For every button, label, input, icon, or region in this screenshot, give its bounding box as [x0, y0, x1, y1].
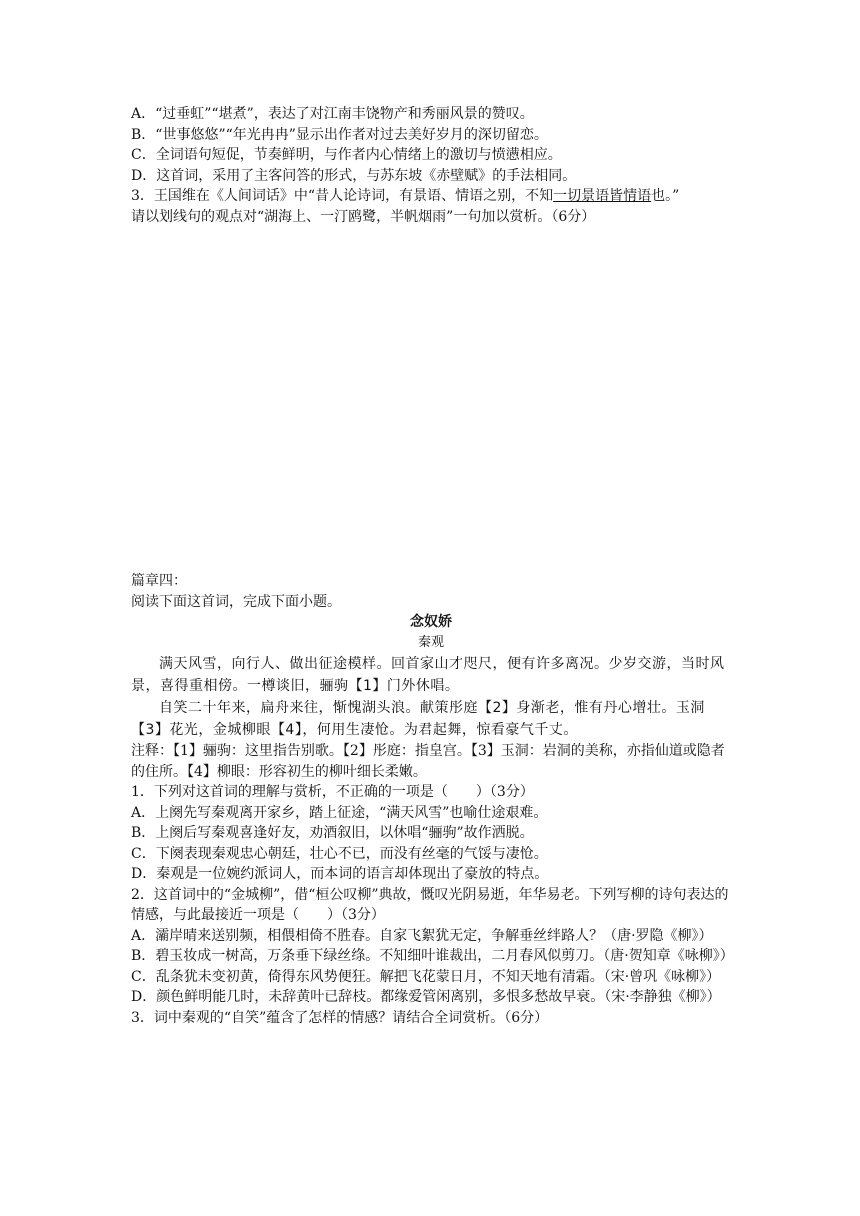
question-1-option-d: D．秦观是一位婉约派词人，而本词的语言却体现出了豪放的特点。 [131, 866, 549, 882]
question-1: 1．下列对这首词的理解与赏析，不正确的一项是（ ）（3分） [131, 784, 534, 800]
question-3-line-2: 请以划线句的观点对“湖海上、一汀鸥鹭，半帆烟雨”一句加以赏析。（6分） [131, 208, 596, 225]
question-2-option-d: D．颜色鲜明能几时，未辞黄叶已辞枝。都缘爱管闲离别，多恨多愁故早衰。（宋·李静独《柳》） [131, 989, 721, 1005]
poem-stanza-2: 自笑二十年来，扁舟来往，惭愧湖头浪。献策彤庭【2】身渐老，惟有丹心增壮。玉洞【3】花光，金城柳眼【4】，何用生凄怆。为君起舞，惊看豪气千丈。 [131, 700, 705, 738]
underlined-quote: 一切景语皆情语 [553, 188, 652, 204]
question-1-option-a: A．上阕先写秦观离开家乡，踏上征途，“满天风雪”也喻仕途艰难。 [131, 804, 548, 821]
poem-notes: 注释：【1】骊驹：这里指告别歌。【2】彤庭：指皇宫。【3】玉洞：岩洞的美称，亦指仙道或隐者的住所。【4】柳眼：形容初生的柳叶细长柔嫩。 [131, 743, 725, 780]
instruction: 阅读下面这首词，完成下面小题。 [131, 593, 341, 610]
poem-author: 秦观 [417, 634, 444, 650]
option-a: A．“过垂虹”“堪煮”，表达了对江南丰饶物产和秀丽风景的赞叹。 [131, 106, 534, 122]
question-2-option-b: B．碧玉妆成一树高，万条垂下绿丝绦。不知细叶谁裁出，二月春风似剪刀。（唐·贺知章《咏柳》） [131, 948, 734, 964]
question-2: 2．这首词中的“金城柳”，借“桓公叹柳”典故，慨叹光阴易逝，年华易老。下列写柳的诗句表达的情感，与此最接近一项是（ ）（3分） [131, 886, 729, 923]
question-1-option-c: C．下阕表现秦观忠心朝廷，壮心不已，而没有丝毫的气馁与凄怆。 [131, 845, 548, 862]
section-three-questions [131, 104, 731, 227]
question-2-option-a: A．灞岸晴来送别频，相偎相倚不胜春。自家飞絮犹无定，争解垂丝绊路人？（唐·罗隐《柳》） [131, 927, 713, 944]
question-3-text: 3．王国维在《人间词话》中“昔人论诗词，有景语、情语之别，不知 [131, 188, 554, 204]
question-2-option-c: C．乱条犹未变初黄，倚得东风势便狂。解把飞花蒙日月，不知天地有清霜。（宋·曾巩《咏柳》） [131, 968, 721, 985]
option-d: D．这首词，采用了主客问答的形式，与苏东坡《赤壁赋》的手法相同。 [131, 167, 577, 184]
question-3-poem: 3．词中秦观的“自笑”蕴含了怎样的情感？请结合全词赏析。（6分） [131, 1009, 549, 1026]
question-3-text-end: 也。” [651, 188, 680, 204]
question-1-option-b: B．上阕后写秦观喜逢好友，劝酒叙旧，以休唱“骊驹”故作洒脱。 [131, 825, 534, 841]
option-c: C．全词语句短促，节奏鲜明，与作者内心情绪上的激切与愤懑相应。 [131, 147, 562, 163]
section-four [131, 571, 734, 1028]
question-3 [131, 186, 731, 207]
poem-stanza-1: 满天风雪，向行人、做出征途模样。回首家山才咫尺，便有许多离况。少岁交游，当时风景，喜得重相傍。一樽谈旧，骊驹【1】门外休唱。 [131, 656, 725, 694]
poem-title: 念奴娇 [410, 614, 452, 630]
option-b: B．“世事悠悠”“年光冉冉”显示出作者对过去美好岁月的深切留恋。 [131, 126, 548, 143]
section-heading: 篇章四： [131, 573, 187, 589]
